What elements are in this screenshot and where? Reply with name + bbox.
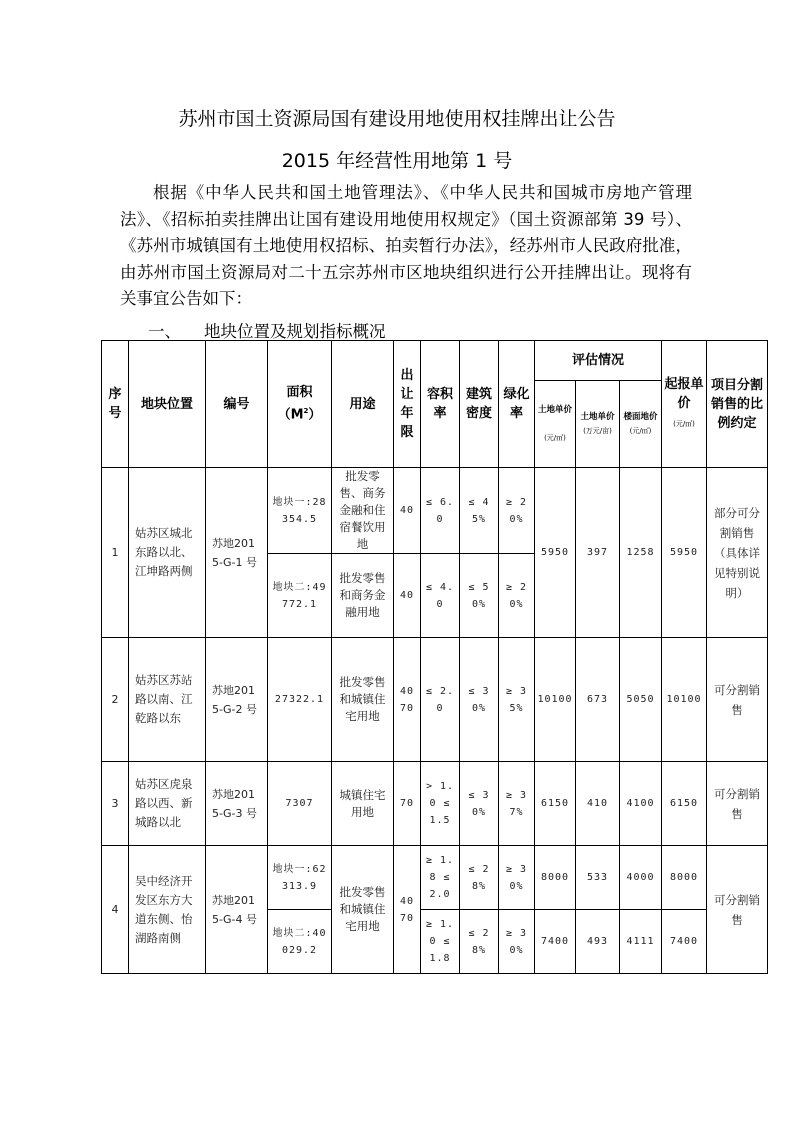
cell-term: 40	[394, 554, 421, 638]
col-land-unit-label: 土地单价	[537, 405, 572, 415]
col-start-price	[662, 341, 707, 468]
cell-density: ≤ 30%	[460, 638, 499, 762]
col-land-total	[576, 381, 620, 468]
cell-seq: 2	[102, 638, 129, 762]
col-area	[268, 341, 332, 468]
cell-code: 苏地2015-G-4 号	[206, 846, 268, 974]
cell-land-unit: 8000	[535, 846, 576, 910]
cell-seq: 3	[102, 762, 129, 846]
table-row	[102, 468, 768, 554]
col-green: 绿化率	[499, 341, 535, 468]
table-row	[102, 762, 768, 846]
cell-land-unit: 10100	[535, 638, 576, 762]
cell-location: 姑苏区虎泉路以西、新城路以北	[129, 762, 206, 846]
cell-green: ≥ 30%	[499, 910, 535, 974]
cell-land-total: 397	[576, 468, 620, 638]
cell-land-total: 493	[576, 910, 620, 974]
col-use: 用途	[332, 341, 394, 468]
cell-land-unit: 5950	[535, 468, 576, 638]
document-subtitle: 2015 年经营性用地第 1 号	[281, 150, 513, 172]
section-heading	[148, 318, 386, 342]
col-location: 地块位置	[129, 341, 206, 468]
cell-land-total: 673	[576, 638, 620, 762]
col-floor-price-label: 楼面地价	[623, 412, 658, 422]
cell-area: 地块一:28354.5	[268, 468, 332, 554]
cell-code: 苏地2015-G-3 号	[206, 762, 268, 846]
cell-term: 40	[394, 468, 421, 554]
cell-land-unit: 6150	[535, 762, 576, 846]
cell-far: ≤ 4.0	[421, 554, 460, 638]
cell-split: 可分割销售	[707, 846, 768, 974]
cell-split: 部分可分割销售（具体详见特别说明）	[707, 468, 768, 638]
cell-location: 姑苏区城北东路以北、江坤路两侧	[129, 468, 206, 638]
col-area-unit: （M	[277, 407, 304, 423]
col-area-unit-sup: 2	[303, 407, 309, 416]
cell-code: 苏地2015-G-2 号	[206, 638, 268, 762]
cell-land-total: 410	[576, 762, 620, 846]
cell-seq: 1	[102, 468, 129, 638]
col-term: 出让年限	[394, 341, 421, 468]
land-parcels-table	[101, 340, 768, 974]
col-code: 编号	[206, 341, 268, 468]
cell-density: ≤ 28%	[460, 846, 499, 910]
col-floor-price	[620, 381, 662, 468]
cell-use: 城镇住宅用地	[332, 762, 394, 846]
cell-split: 可分割销售	[707, 638, 768, 762]
cell-density: ≤ 28%	[460, 910, 499, 974]
cell-green: ≥ 37%	[499, 762, 535, 846]
cell-green: ≥ 20%	[499, 468, 535, 554]
col-seq: 序号	[102, 341, 129, 468]
col-land-unit	[535, 381, 576, 468]
cell-far: ≥ 1.8 ≤ 2.0	[421, 846, 460, 910]
document-title: 苏州市国土资源局国有建设用地使用权挂牌出让公告	[178, 108, 616, 130]
col-area-label: 面积	[286, 385, 313, 401]
cell-far: > 1.0 ≤ 1.5	[421, 762, 460, 846]
section-title: 地块位置及规划指标概况	[204, 322, 386, 341]
col-land-total-label: 土地单价	[580, 412, 615, 422]
cell-density: ≤ 30%	[460, 762, 499, 846]
cell-term: 40 70	[394, 846, 421, 974]
col-density: 建筑密度	[460, 341, 499, 468]
header-row	[102, 341, 768, 381]
cell-far: ≤ 2.0	[421, 638, 460, 762]
col-floor-price-u: (元/㎡)	[629, 427, 652, 435]
cell-start-price: 7400	[662, 910, 707, 974]
cell-area: 27322.1	[268, 638, 332, 762]
cell-start-price: 5950	[662, 468, 707, 638]
cell-term: 40 70	[394, 638, 421, 762]
cell-location: 姑苏区苏站路以南、江乾路以东	[129, 638, 206, 762]
col-area-unit-close: ）	[308, 407, 322, 423]
cell-area: 7307	[268, 762, 332, 846]
cell-term: 70	[394, 762, 421, 846]
section-number: 一、	[148, 322, 181, 341]
cell-floor-price: 1258	[620, 468, 662, 638]
cell-green: ≥ 20%	[499, 554, 535, 638]
cell-start-price: 6150	[662, 762, 707, 846]
cell-area: 地块一:62313.9	[268, 846, 332, 910]
cell-floor-price: 4111	[620, 910, 662, 974]
col-split: 项目分割销售的比例约定	[707, 341, 768, 468]
cell-land-total: 533	[576, 846, 620, 910]
col-far: 容积率	[421, 341, 460, 468]
cell-location: 吴中经济开发区东方大道东侧、怡湖路南侧	[129, 846, 206, 974]
table-row	[102, 846, 768, 910]
cell-area: 地块二:40029.2	[268, 910, 332, 974]
cell-seq: 4	[102, 846, 129, 974]
cell-use: 批发零售和商务金融用地	[332, 554, 394, 638]
intro-paragraph: 根据《中华人民共和国土地管理法》、《中华人民共和国城市房地产管理法》、《招标拍卖挂牌出让国有建设用地使用权规定》（国土资源部第 39 号）、《苏州市城镇国有土地使用权招标、拍卖暂行办法》，经苏州市人民政府批准，由苏州市国土资源局对二十五宗苏州市区地块组织进行公开挂牌出让。现将有关事宜公告如下：	[120, 183, 692, 308]
cell-start-price: 10100	[662, 638, 707, 762]
cell-split: 可分割销售	[707, 762, 768, 846]
col-start-price-label: 起报单价	[664, 376, 704, 411]
cell-far: ≤ 6.0	[421, 468, 460, 554]
cell-start-price: 8000	[662, 846, 707, 910]
cell-green: ≥ 35%	[499, 638, 535, 762]
cell-floor-price: 4100	[620, 762, 662, 846]
cell-far: ≥ 1.0 ≤ 1.8	[421, 910, 460, 974]
col-start-price-unit: (元/㎡)	[673, 419, 695, 428]
cell-density: ≤ 45%	[460, 468, 499, 554]
col-land-unit-u: (元/㎡)	[544, 434, 566, 442]
cell-floor-price: 5050	[620, 638, 662, 762]
cell-density: ≤ 50%	[460, 554, 499, 638]
col-land-total-u: (万元/亩)	[583, 427, 612, 435]
cell-area: 地块二:49772.1	[268, 554, 332, 638]
table-row	[102, 638, 768, 762]
cell-land-unit: 7400	[535, 910, 576, 974]
cell-use: 批发零售和城镇住宅用地	[332, 638, 394, 762]
cell-green: ≥ 30%	[499, 846, 535, 910]
cell-use: 批发零售和城镇住宅用地	[332, 846, 394, 974]
col-eval: 评估情况	[535, 341, 662, 381]
cell-use: 批发零售、商务金融和住宿餐饮用地	[332, 468, 394, 554]
cell-code: 苏地2015-G-1 号	[206, 468, 268, 638]
cell-floor-price: 4000	[620, 846, 662, 910]
